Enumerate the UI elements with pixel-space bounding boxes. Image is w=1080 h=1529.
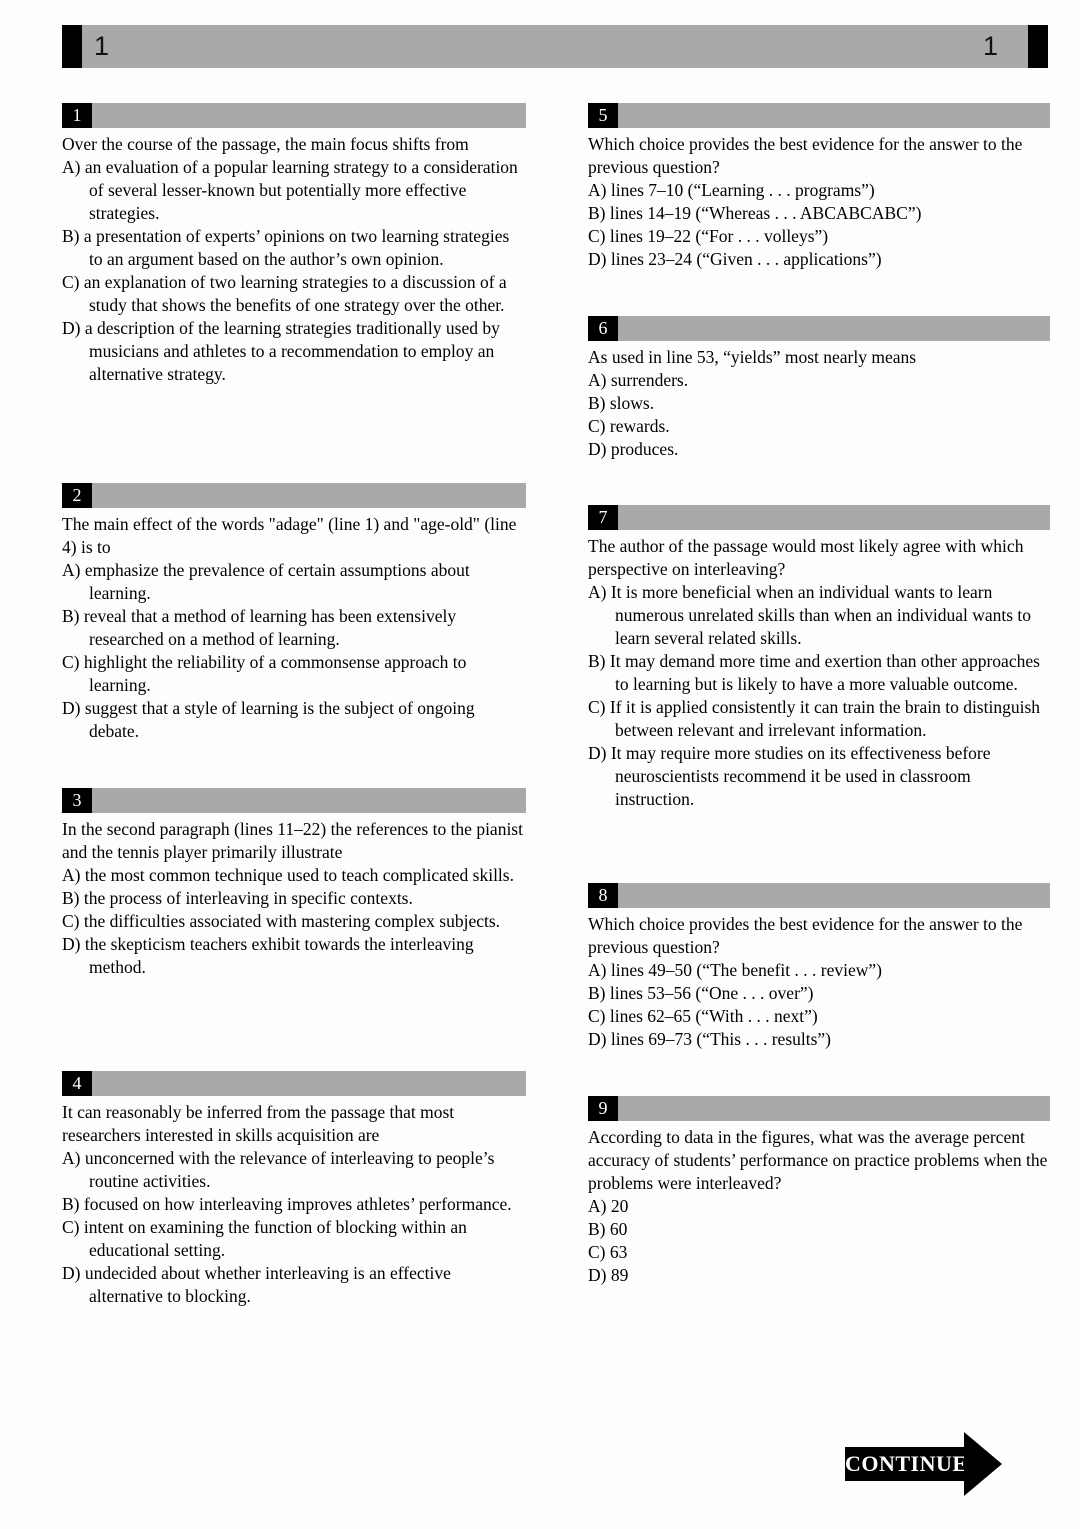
question-number-badge: 2 xyxy=(62,483,92,508)
question-9-choice-d[interactable]: D) 89 xyxy=(588,1265,629,1285)
question-2-choice-d[interactable]: D) suggest that a style of learning is the subject of ongoing debate. xyxy=(62,698,475,741)
question-8 xyxy=(588,883,1050,1051)
continue-button[interactable] xyxy=(845,1447,968,1481)
continue-arrow-icon xyxy=(964,1432,1002,1496)
question-number-badge: 9 xyxy=(588,1096,618,1121)
section-number-right: 1 xyxy=(982,31,998,61)
question-number-badge: 1 xyxy=(62,103,92,128)
question-header-rule xyxy=(618,316,1050,341)
question-number-badge: 8 xyxy=(588,883,618,908)
question-8-choice-d[interactable]: D) lines 69–73 (“This . . . results”) xyxy=(588,1029,832,1049)
question-header-rule xyxy=(92,1071,526,1096)
question-7-choice-a[interactable]: A) It is more beneficial when an individual wants to learn numerous unrelated skills than when an individual wants to learn several related skills. xyxy=(588,582,1032,648)
question-9-choice-b[interactable]: B) 60 xyxy=(588,1219,628,1239)
question-header-rule xyxy=(618,883,1050,908)
question-2-choice-b[interactable]: B) reveal that a method of learning has been extensively researched on a method of learning. xyxy=(62,606,457,649)
section-number-left: 1 xyxy=(94,31,110,61)
question-6-choice-d[interactable]: D) produces. xyxy=(588,439,679,459)
question-9-choice-c[interactable]: C) 63 xyxy=(588,1242,628,1262)
question-7 xyxy=(588,505,1050,811)
question-8-header xyxy=(588,883,1050,908)
question-2-choice-a[interactable]: A) emphasize the prevalence of certain assumptions about learning. xyxy=(62,560,470,603)
question-6-choice-a[interactable]: A) surrenders. xyxy=(588,370,689,390)
question-6 xyxy=(588,316,1050,461)
question-6-stem: As used in line 53, “yields” most nearly means xyxy=(588,347,917,367)
question-7-choice-b[interactable]: B) It may demand more time and exertion than other approaches to learning but is likely to have a more valuable outcome. xyxy=(588,651,1040,694)
question-4-choice-b[interactable]: B) focused on how interleaving improves athletes’ performance. xyxy=(62,1194,512,1214)
question-8-choice-c[interactable]: C) lines 62–65 (“With . . . next”) xyxy=(588,1006,818,1026)
question-5 xyxy=(588,103,1050,271)
question-8-choice-a[interactable]: A) lines 49–50 (“The benefit . . . review”) xyxy=(588,960,882,980)
question-7-choice-d[interactable]: D) It may require more studies on its effectiveness before neuroscientists recommend it be used in classroom instruction. xyxy=(588,743,991,809)
left-corner-block xyxy=(62,25,82,68)
question-5-stem: Which choice provides the best evidence for the answer to the previous question? xyxy=(588,134,1023,177)
question-1-choice-a[interactable]: A) an evaluation of a popular learning strategy to a consideration of several lesser-known but potentially more effective strategies. xyxy=(62,157,518,223)
question-3-choice-b[interactable]: B) the process of interleaving in specific contexts. xyxy=(62,888,413,908)
question-4-header xyxy=(62,1071,526,1096)
question-9-choice-a[interactable]: A) 20 xyxy=(588,1196,629,1216)
question-9-header xyxy=(588,1096,1050,1121)
question-5-choice-c[interactable]: C) lines 19–22 (“For . . . volleys”) xyxy=(588,226,829,246)
question-1-choice-b[interactable]: B) a presentation of experts’ opinions on two learning strategies to an argument based on the author’s own opinion. xyxy=(62,226,510,269)
question-number-badge: 4 xyxy=(62,1071,92,1096)
question-3-choice-c[interactable]: C) the difficulties associated with mastering complex subjects. xyxy=(62,911,501,931)
question-header-rule xyxy=(92,103,526,128)
question-6-choice-c[interactable]: C) rewards. xyxy=(588,416,670,436)
question-4-stem: It can reasonably be inferred from the passage that most researchers interested in skills acquisition are xyxy=(62,1102,455,1145)
question-1-stem: Over the course of the passage, the main focus shifts from xyxy=(62,134,469,154)
question-number-badge: 5 xyxy=(588,103,618,128)
question-header-rule xyxy=(92,483,526,508)
question-9-stem: According to data in the figures, what was the average percent accuracy of students’ performance on practice problems when the problems were interleaved? xyxy=(588,1127,1048,1193)
question-4-choice-d[interactable]: D) undecided about whether interleaving is an effective alternative to blocking. xyxy=(62,1263,451,1306)
question-5-header xyxy=(588,103,1050,128)
continue-label: CONTINUE xyxy=(845,1451,968,1476)
question-1-choice-d[interactable]: D) a description of the learning strategies traditionally used by musicians and athletes to a recommendation to employ an alternative strategy. xyxy=(62,318,500,384)
question-header-rule xyxy=(618,1096,1050,1121)
right-corner-block xyxy=(1028,25,1048,68)
question-header-rule xyxy=(618,505,1050,530)
question-header-rule xyxy=(92,788,526,813)
question-6-header xyxy=(588,316,1050,341)
question-1 xyxy=(62,103,526,386)
question-number-badge: 7 xyxy=(588,505,618,530)
question-3 xyxy=(62,788,526,979)
question-number-badge: 6 xyxy=(588,316,618,341)
question-9 xyxy=(588,1096,1050,1287)
question-1-choice-c[interactable]: C) an explanation of two learning strategies to a discussion of a study that shows the benefits of one strategy over the other. xyxy=(62,272,507,315)
question-6-choice-b[interactable]: B) slows. xyxy=(588,393,655,413)
question-5-choice-b[interactable]: B) lines 14–19 (“Whereas . . . ABCABCABC”) xyxy=(588,203,922,223)
question-4 xyxy=(62,1071,526,1308)
question-number-badge: 3 xyxy=(62,788,92,813)
question-2-header xyxy=(62,483,526,508)
question-2 xyxy=(62,483,526,743)
question-4-choice-c[interactable]: C) intent on examining the function of blocking within an educational setting. xyxy=(62,1217,467,1260)
question-5-choice-d[interactable]: D) lines 23–24 (“Given . . . applications”) xyxy=(588,249,882,269)
question-1-header xyxy=(62,103,526,128)
question-7-header xyxy=(588,505,1050,530)
question-7-choice-c[interactable]: C) If it is applied consistently it can train the brain to distinguish between relevant and irrelevant information. xyxy=(588,697,1041,740)
question-3-choice-a[interactable]: A) the most common technique used to teach complicated skills. xyxy=(62,865,514,885)
question-2-choice-c[interactable]: C) highlight the reliability of a commonsense approach to learning. xyxy=(62,652,467,695)
question-8-choice-b[interactable]: B) lines 53–56 (“One . . . over”) xyxy=(588,983,814,1003)
question-3-stem: In the second paragraph (lines 11–22) the references to the pianist and the tennis player primarily illustrate xyxy=(62,819,523,862)
question-header-rule xyxy=(618,103,1050,128)
question-4-choice-a[interactable]: A) unconcerned with the relevance of interleaving to people’s routine activities. xyxy=(62,1148,495,1191)
question-3-header xyxy=(62,788,526,813)
question-3-choice-d[interactable]: D) the skepticism teachers exhibit towards the interleaving method. xyxy=(62,934,474,977)
section-header-bar xyxy=(62,25,1048,68)
question-2-stem: The main effect of the words "adage" (line 1) and "age-old" (line 4) is to xyxy=(62,514,517,557)
question-7-stem: The author of the passage would most likely agree with which perspective on interleaving? xyxy=(588,536,1024,579)
question-5-choice-a[interactable]: A) lines 7–10 (“Learning . . . programs”) xyxy=(588,180,875,200)
question-8-stem: Which choice provides the best evidence for the answer to the previous question? xyxy=(588,914,1023,957)
